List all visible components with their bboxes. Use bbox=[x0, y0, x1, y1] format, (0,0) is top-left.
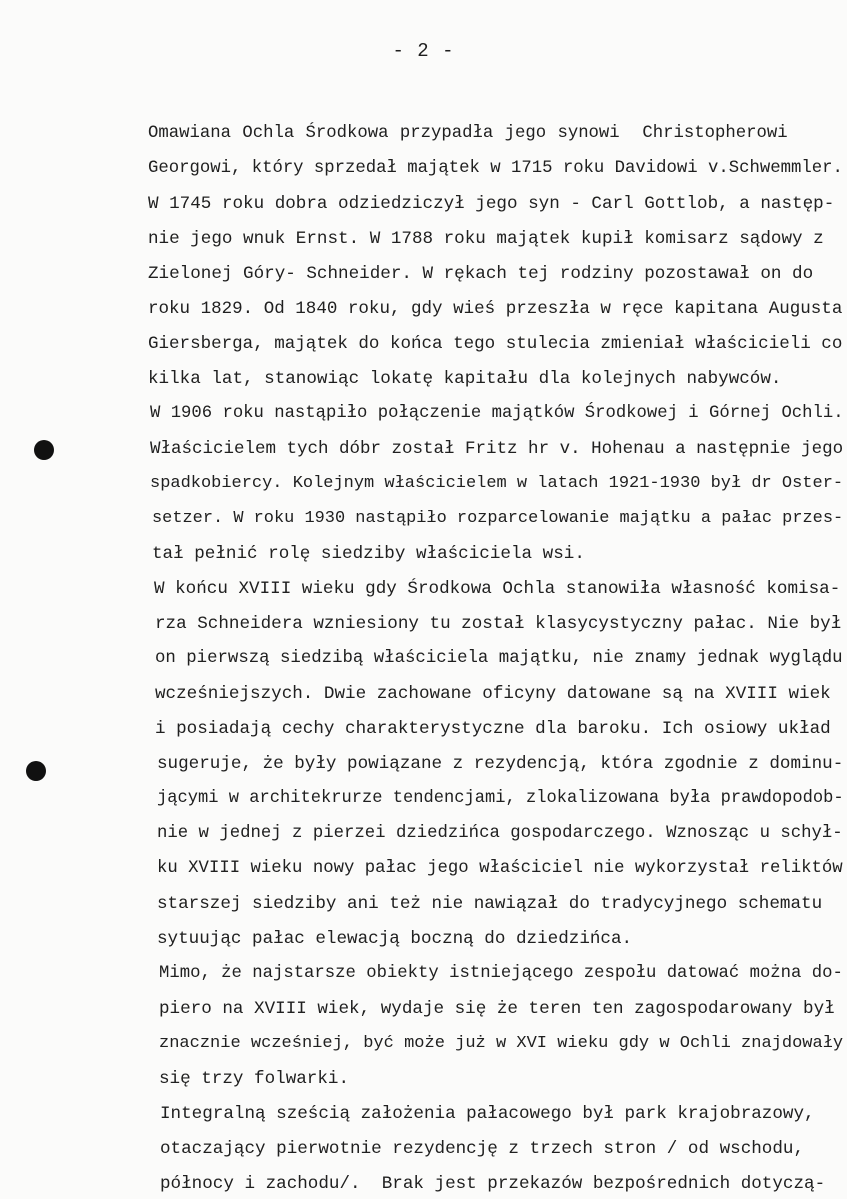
text-line: Integralną sześcią założenia pałacowego był park krajobrazowy, bbox=[160, 1104, 815, 1124]
text-line: starszej siedziby ani też nie nawiązał do tradycyjnego schematu bbox=[157, 894, 823, 914]
text-line: setzer. W roku 1930 nastąpiło rozparcelowanie majątku a pałac przes- bbox=[152, 509, 844, 528]
text-line: Omawiana Ochla Środkowa przypadła jego synowi Christopherowi bbox=[148, 124, 788, 143]
text-line: spadkobiercy. Kolejnym właścicielem w latach 1921-1930 był dr Oster- bbox=[150, 474, 844, 493]
text-line: kilka lat, stanowiąc lokatę kapitału dla kolejnych nabywców. bbox=[148, 369, 782, 389]
text-line: W 1745 roku dobra odziedziczył jego syn - Carl Gottlob, a następ- bbox=[148, 194, 835, 214]
text-line: Georgowi, który sprzedał majątek w 1715 roku Davidowi v.Schwemmler. bbox=[148, 159, 843, 178]
punch-hole-top bbox=[34, 440, 54, 460]
text-line: Mimo, że najstarsze obiekty istniejącego zespołu datować można do- bbox=[159, 964, 843, 983]
text-line: się trzy folwarki. bbox=[159, 1069, 350, 1089]
text-line: piero na XVIII wiek, wydaje się że teren ten zagospodarowany był bbox=[159, 999, 835, 1019]
text-line: ku XVIII wieku nowy pałac jego właściciel nie wykorzystał reliktów bbox=[157, 859, 843, 878]
text-line: Właścicielem tych dóbr został Fritz hr v. Hohenau a następnie jego bbox=[150, 439, 844, 459]
text-line: sytuując pałac elewacją boczną do dziedzińca. bbox=[157, 929, 633, 949]
punch-hole-bottom bbox=[26, 761, 46, 781]
text-line: sugeruje, że były powiązane z rezydencją, która zgodnie z dominu- bbox=[157, 754, 844, 774]
text-line: nie w jednej z pierzei dziedzińca gospodarczego. Wznosząc u schył- bbox=[157, 824, 843, 843]
text-line: rza Schneidera wzniesiony tu został klasycystyczny pałac. Nie był bbox=[155, 614, 842, 634]
text-line: tał pełnić rolę siedziby właściciela wsi. bbox=[152, 544, 585, 564]
text-line: Giersberga, majątek do końca tego stulecia zmieniał właścicieli co bbox=[148, 334, 843, 354]
text-line: jącymi w architekrurze tendencjami, zlokalizowana była prawdopodob- bbox=[157, 789, 844, 808]
text-line: znacznie wcześniej, być może już w XVI wieku gdy w Ochli znajdowały bbox=[159, 1034, 844, 1053]
text-line: otaczający pierwotnie rezydencję z trzech stron / od wschodu, bbox=[160, 1139, 805, 1159]
text-line: nie jego wnuk Ernst. W 1788 roku majątek kupił komisarz sądowy z bbox=[148, 229, 824, 249]
text-line: W 1906 roku nastąpiło połączenie majątków Środkowej i Górnej Ochli. bbox=[150, 404, 844, 423]
text-line: północy i zachodu/. Brak jest przekazów bezpośrednich dotyczą- bbox=[160, 1174, 826, 1194]
text-line: on pierwszą siedzibą właściciela majątku, nie znamy jednak wyglądu bbox=[155, 649, 843, 668]
text-line: i posiadają cechy charakterystyczne dla baroku. Ich osiowy układ bbox=[155, 719, 831, 739]
text-line: wcześniejszych. Dwie zachowane oficyny datowane są na XVIII wiek bbox=[155, 684, 831, 704]
text-line: Zielonej Góry- Schneider. W rękach tej rodziny pozostawał on do bbox=[148, 264, 814, 284]
page-number: - 2 - bbox=[392, 40, 455, 62]
text-line: W końcu XVIII wieku gdy Środkowa Ochla stanowiła własność komisa- bbox=[154, 579, 841, 599]
text-line: roku 1829. Od 1840 roku, gdy wieś przeszła w ręce kapitana Augusta bbox=[148, 299, 843, 319]
